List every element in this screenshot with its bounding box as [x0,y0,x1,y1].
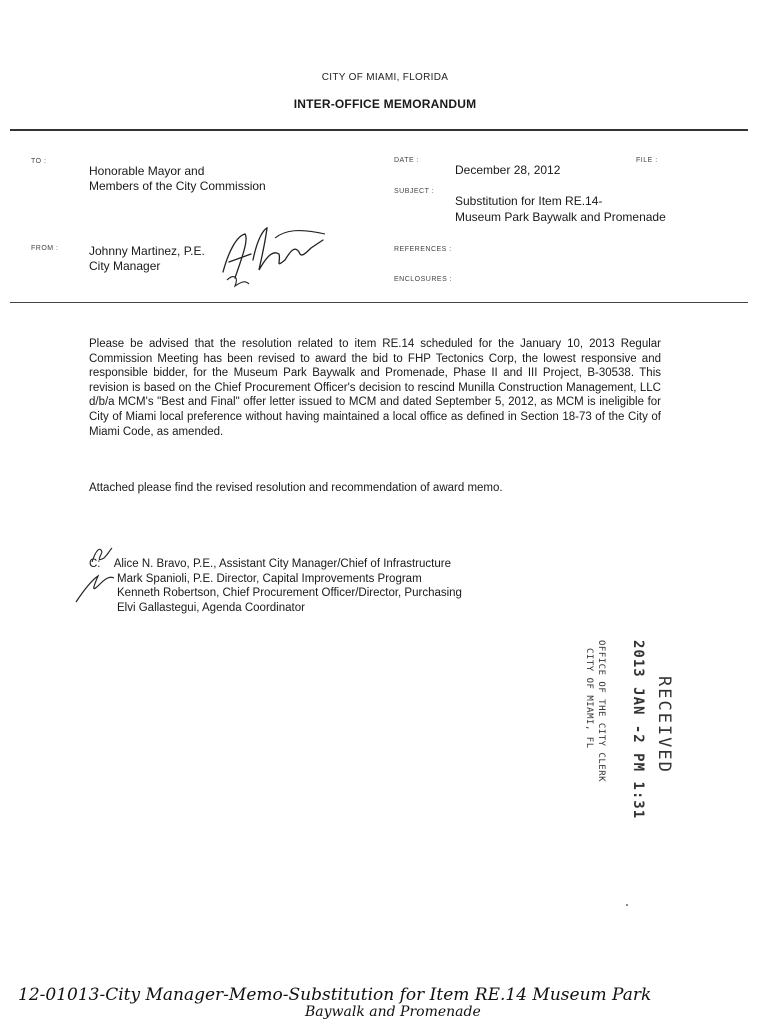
to-label: TO : [31,158,47,165]
cc-recipient: Kenneth Robertson, Chief Procurement Officer/Director, Purchasing [117,587,462,599]
memo-title: INTER-OFFICE MEMORANDUM [293,97,477,111]
cc-recipient: Elvi Gallastegui, Agenda Coordinator [117,601,305,614]
stamp-date: 2013 JAN -2 PM 1:31 [630,640,646,820]
to-line-1: Honorable Mayor and [89,164,205,178]
cc-recipient: Alice N. Bravo, P.E., Assistant City Manager/Chief of Infrastructure [113,558,451,570]
from-line-2: City Manager [89,259,161,273]
subject-line-1: Substitution for Item RE.14- [455,194,603,208]
city-heading: CITY OF MIAMI, FLORIDA [321,72,449,83]
from-line-1: Johnny Martinez, P.E. [89,244,205,258]
cc-row-1 [89,557,462,572]
stamp-city: CITY OF MIAMI, FL [584,648,594,749]
date-label: DATE : [394,157,420,164]
subject-label: SUBJECT : [394,188,435,195]
stamp-office: OFFICE OF THE CITY CLERK [596,640,606,783]
cc-row-2 [89,572,462,587]
cc-prefix: C: [89,558,101,570]
memo-date: December 28, 2012 [455,163,561,177]
from-label: FROM : [31,245,59,252]
stamp-received: RECEIVED [654,676,674,774]
memo-body-paragraph: Please be advised that the resolution related to item RE.14 scheduled for the January 10, 2013 Regular Commission Meeting has been revised to award the bid to FHP Tectonics Corp, the lowest responsive and responsible bidder, for the Museum Park Baywalk and Promenade, Phase II and III Project, B-30538. This revision is based on the Chief Procurement Officer's decision to rescind Munilla Construction Management, LLC d/b/a MCM's "Best and Final" offer letter issued to MCM and dated September 5, 2012, as MCM is ineligible for City of Miami local preference without having maintained a local office as defined in Section 18-73 of the City of Miami Code, as amended. [89,338,661,438]
manager-signature [215,220,335,290]
scan-speck [626,904,628,906]
handwritten-footer-line-1: 12-01013-City Manager-Memo-Substitution for Item RE.14 Museum Park [18,985,652,1005]
subject-line-2: Museum Park Baywalk and Promenade [455,210,666,224]
top-rule [10,129,748,131]
references-label: REFERENCES : [394,246,452,253]
enclosures-label: ENCLOSURES : [394,276,453,283]
to-line-2: Members of the City Commission [89,179,266,193]
cc-list [89,557,462,615]
handwritten-footer-line-2: Baywalk and Promenade [305,1004,481,1020]
cc-row-3 [89,586,462,601]
received-stamp [560,640,680,820]
cc-row-4 [89,601,462,616]
cc-recipient: Mark Spanioli, P.E. Director, Capital Improvements Program [117,572,422,585]
attachment-note: Attached please find the revised resolution and recommendation of award memo. [89,482,503,494]
header-bottom-rule [10,302,748,303]
file-label: FILE : [636,157,658,164]
